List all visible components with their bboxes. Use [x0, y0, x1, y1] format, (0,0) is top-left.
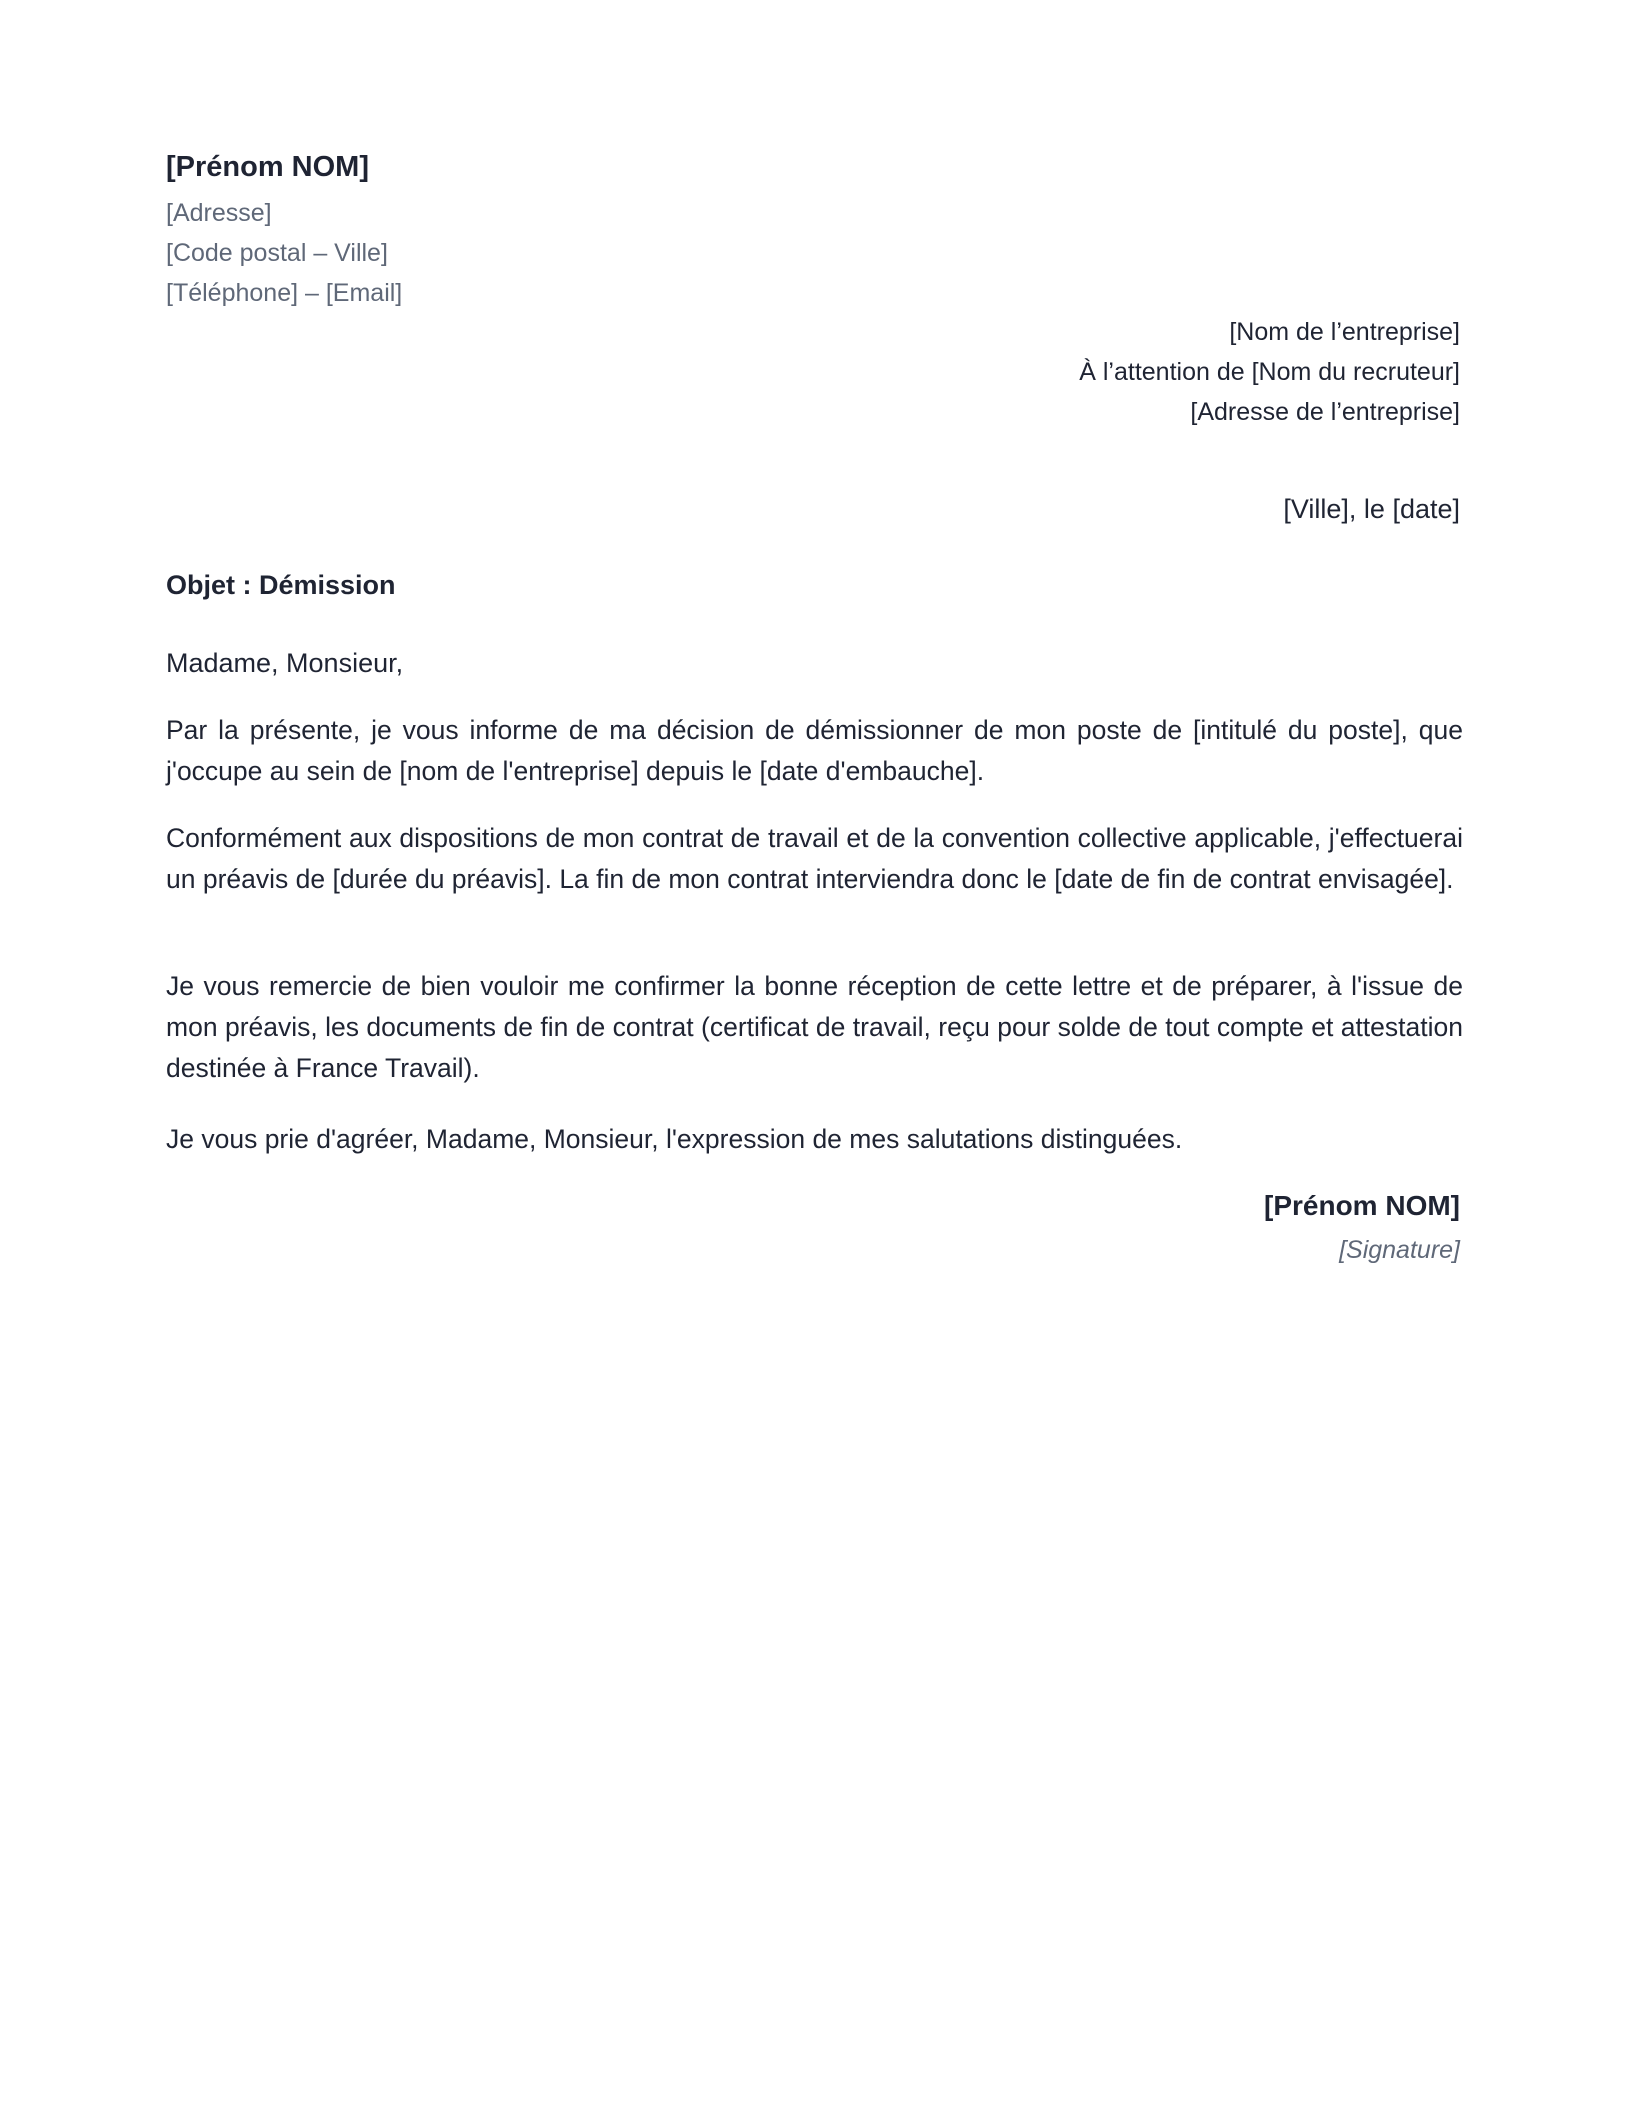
recipient-address: [Adresse de l’entreprise] — [1190, 398, 1460, 426]
body-paragraph-1: Par la présente, je vous informe de ma décision de démissionner de mon poste de [intitulé du poste], que j'occupe au sein de [nom de l'entreprise] depuis le [date d'embauche]. — [166, 715, 1463, 786]
letter-subject: Objet : Démission — [166, 570, 396, 600]
recipient-attention: À l’attention de [Nom du recruteur] — [1079, 358, 1460, 386]
sender-address: [Adresse] — [166, 199, 272, 227]
place-date: [Ville], le [date] — [1283, 494, 1460, 524]
signature-name: [Prénom NOM] — [1264, 1190, 1460, 1221]
sender-name: [Prénom NOM] — [166, 151, 369, 183]
body-paragraph-2: Conformément aux dispositions de mon contrat de travail et de la convention collective applicable, j'effectuerai un préavis de [durée du préavis]. La fin de mon contrat interviendra donc le [date de fin de contrat envisagée]. — [166, 823, 1463, 894]
signature-label: [Signature] — [1339, 1236, 1460, 1264]
sender-postal-city: [Code postal – Ville] — [166, 239, 388, 267]
sender-contact: [Téléphone] – [Email] — [166, 279, 403, 307]
salutation: Madame, Monsieur, — [166, 648, 404, 678]
closing-formula: Je vous prie d'agréer, Madame, Monsieur, l'expression de mes salutations distinguées. — [166, 1124, 1183, 1154]
recipient-company: [Nom de l’entreprise] — [1229, 318, 1460, 346]
body-paragraph-3: Je vous remercie de bien vouloir me confirmer la bonne réception de cette lettre et de préparer, à l'issue de mon préavis, les documents de fin de contrat (certificat de travail, reçu pour solde de tout compte et attestation destinée à France Travail). — [166, 971, 1463, 1083]
